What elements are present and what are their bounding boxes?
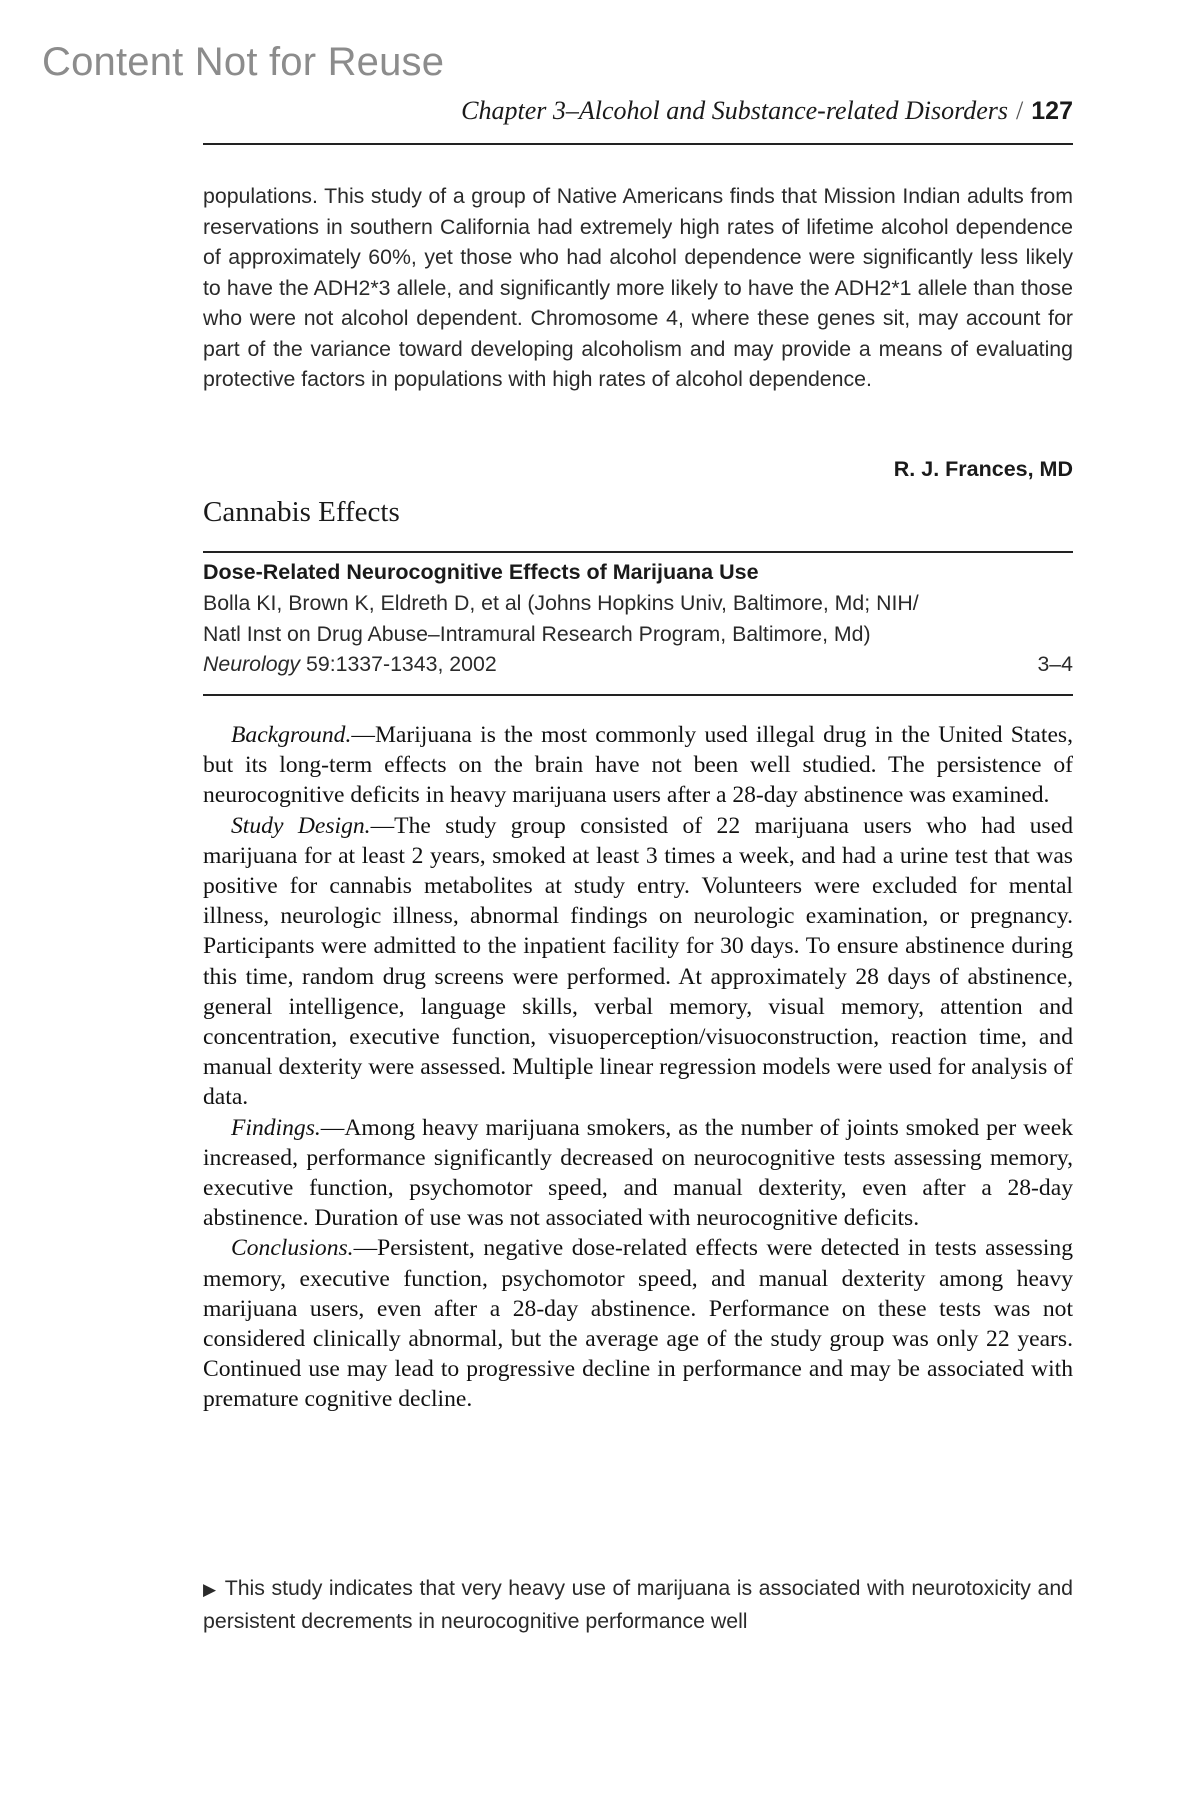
page-number: 127: [1031, 97, 1073, 125]
findings-text: —Among heavy marijuana smokers, as the number of joints smoked per week increased, performance significantly decreased on neurocognitive tests assessing memory, executive function, psychomotor speed, and manual dexterity, even after a 28-day abstinence. Duration of use was not associated with neurocognitive deficits.: [203, 1114, 1073, 1232]
article-code: 3–4: [1037, 652, 1073, 676]
study-design-text: —The study group consisted of 22 marijuana users who had used marijuana for at least 2 years, smoked at least 3 times a week, and had a urine test that was positive for cannabis metabolites at study entry. Volunteers were excluded for mental illness, neurologic illness, abnormal findings on neurologic examination, or pregnancy. Participants were admitted to the inpatient facility for 30 days. To ensure abstinence during this time, random drug screens were performed. At approximately 28 days of abstinence, general intelligence, language skills, verbal memory, visual memory, attention and concentration, executive function, visuoperception/visuoconstruction, reaction time, and manual dexterity were assessed. Multiple linear regression models were used for analysis of data.: [203, 812, 1073, 1111]
abstract-findings: [203, 1113, 1073, 1234]
citation-volume: 59:1337-1343, 2002: [306, 652, 497, 676]
section-title: Cannabis Effects: [203, 496, 400, 528]
running-head: [203, 96, 1073, 126]
running-head-separator: /: [1016, 96, 1024, 125]
abstract: [203, 720, 1073, 1415]
article-authors-line-1: Bolla KI, Brown K, Eldreth D, et al (Johns Hopkins Univ, Baltimore, Md; NIH/: [203, 591, 919, 615]
watermark: Content Not for Reuse: [42, 40, 445, 84]
commentary: [203, 1573, 1073, 1636]
author-signature: R. J. Frances, MD: [893, 457, 1073, 481]
section-rule: [203, 551, 1073, 553]
intro-paragraph: populations. This study of a group of Native Americans finds that Mission Indian adults from reservations in southern California had extremely high rates of lifetime alcohol dependence of approximately 60%, yet those who had alcohol dependence were significantly less likely to have the ADH2*3 allele, and significantly more likely to have the ADH2*1 allele than those who were not alcohol dependent. Chromosome 4, where these genes sit, may account for part of the variance toward developing alcoholism and may provide a means of evaluating protective factors in populations with high rates of alcohol dependence.: [203, 184, 1073, 391]
article-authors-line-2: Natl Inst on Drug Abuse–Intramural Research Program, Baltimore, Md): [203, 621, 871, 646]
abstract-background: [203, 720, 1073, 811]
background-text: —Marijuana is the most commonly used illegal drug in the United States, but its long-term effects on the brain have not been well studied. The persistence of neurocognitive deficits in heavy marijuana users after a 28-day abstinence was examined.: [203, 722, 1073, 809]
journal-name: Neurology: [203, 652, 301, 676]
header-rule: [203, 143, 1073, 145]
article-citation: [203, 649, 497, 680]
chapter-title: Chapter 3–Alcohol and Substance-related Disorders: [461, 96, 1009, 125]
background-label: Background.: [231, 722, 352, 748]
triangle-right-icon: ▶: [203, 1580, 217, 1599]
article-citation-row: [203, 649, 1073, 680]
findings-label: Findings.: [231, 1114, 321, 1141]
study-design-label: Study Design.: [231, 812, 371, 839]
abstract-conclusions: [203, 1233, 1073, 1414]
article-header-rule: [203, 694, 1073, 696]
abstract-study-design: [203, 811, 1073, 1113]
article-meta: [203, 588, 1073, 680]
commentary-text: This study indicates that very heavy use of marijuana is associated with neurotoxicity and persistent decrements in neurocognitive performance well: [203, 1576, 1074, 1633]
conclusions-label: Conclusions.: [231, 1235, 354, 1262]
conclusions-text: —Persistent, negative dose-related effects were detected in tests assessing memory, executive function, psychomotor speed, and manual dexterity among heavy marijuana users, even after a 28-day abstinence. Performance on these tests was not considered clinically abnormal, but the average age of the study group was only 22 years. Continued use may lead to progressive decline in performance and may be associated with premature cognitive decline.: [203, 1235, 1073, 1413]
article-title: Dose-Related Neurocognitive Effects of Marijuana Use: [203, 560, 759, 584]
